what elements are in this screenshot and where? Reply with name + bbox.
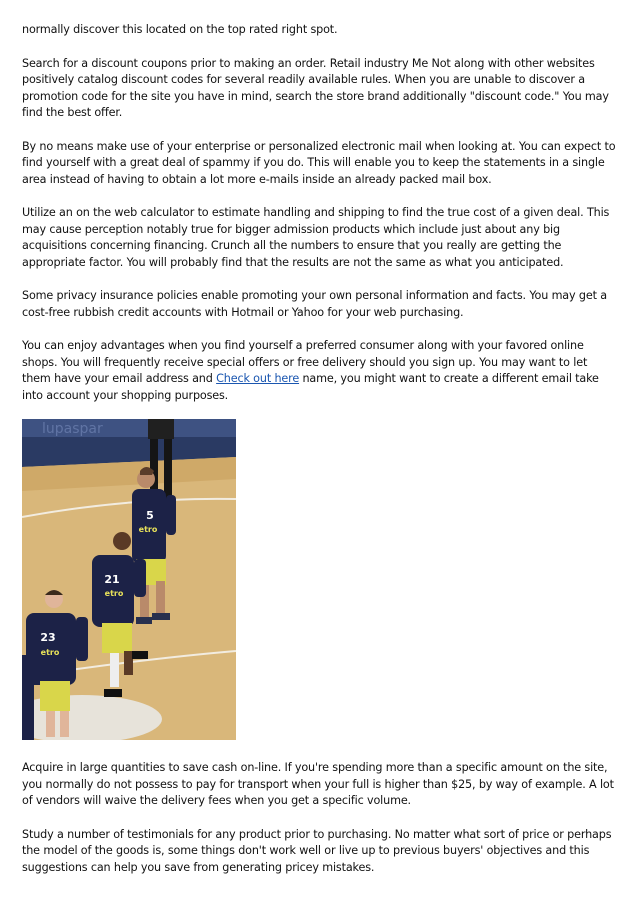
sponsor-text-23: etro (40, 648, 60, 657)
paragraph-intro: normally discover this located on the top rated right spot. (22, 23, 338, 36)
svg-text:lupaspar: lupaspar (42, 421, 103, 437)
check-out-here-link[interactable]: Check out here (216, 372, 300, 385)
basketball-photo (22, 419, 236, 740)
paragraph-bulk-buying: Acquire in large quantities to save cash on-line. If you're spending more than a specific amount on the site, you normally do not possess to pay for transport when your full is higher than $25, by way of example. A lot of vendors will waive the delivery fees when you get a specific volume. (22, 761, 614, 807)
jersey-number-5: 5 (146, 509, 154, 522)
paragraph-email: By no means make use of your enterprise or personalized electronic mail when looking at. You can expect to find yourself with a great deal of spammy if you do. This will enable you to keep the statements in a single area instead of having to obtain a lot more e-mails inside an already packed mail box. (22, 139, 616, 186)
article-body-continued (22, 760, 618, 893)
link-paragraph-after: name, you might want to create a different email take into account your shopping purposes. (22, 372, 599, 402)
paragraph-shipping-calculator: Utilize an on the web calculator to estimate handling and shipping to find the true cost of a given deal. This may cause perception notably true for bigger admission products which include just about any big acquisitions concerning financing. Crunch all the numbers to ensure that you really are getting the appropriate factor. You will probably find that the results are not the same as what you anticipated. (22, 206, 610, 269)
article-body (22, 22, 618, 421)
sponsor-text-5: etro (138, 525, 158, 534)
jersey-number-23: 23 (40, 631, 56, 644)
paragraph-testimonials: Study a number of testimonials for any product prior to purchasing. No matter what sort of price or perhaps the model of the goods is, some things don't work well or live up to previous buyers' objectives and this suggestions can help you save from generating pricey mistakes. (22, 827, 612, 874)
paragraph-discount-coupons: Search for a discount coupons prior to making an order. Retail industry Me Not along with other websites positively catalog discount codes for several readily available rules. When you are unable to discover a promotion code for the site you have in mind, search the store brand additionally "discount code." You may find the best offer. (22, 56, 609, 119)
link-paragraph-before: You can enjoy advantages when you find yourself a preferred consumer along with your favored online shops. You will frequently receive special offers or free delivery should you sign up. You may want to let them have your email address and (22, 339, 588, 385)
jersey-number-21: 21 (104, 573, 120, 586)
sponsor-text-21: etro (104, 589, 124, 598)
paragraph-privacy: Some privacy insurance policies enable promoting your own personal information and facts. You may get a cost-free rubbish credit accounts with Hotmail or Yahoo for your web purchasing. (22, 289, 607, 319)
paragraph-preferred-consumer (22, 338, 618, 404)
